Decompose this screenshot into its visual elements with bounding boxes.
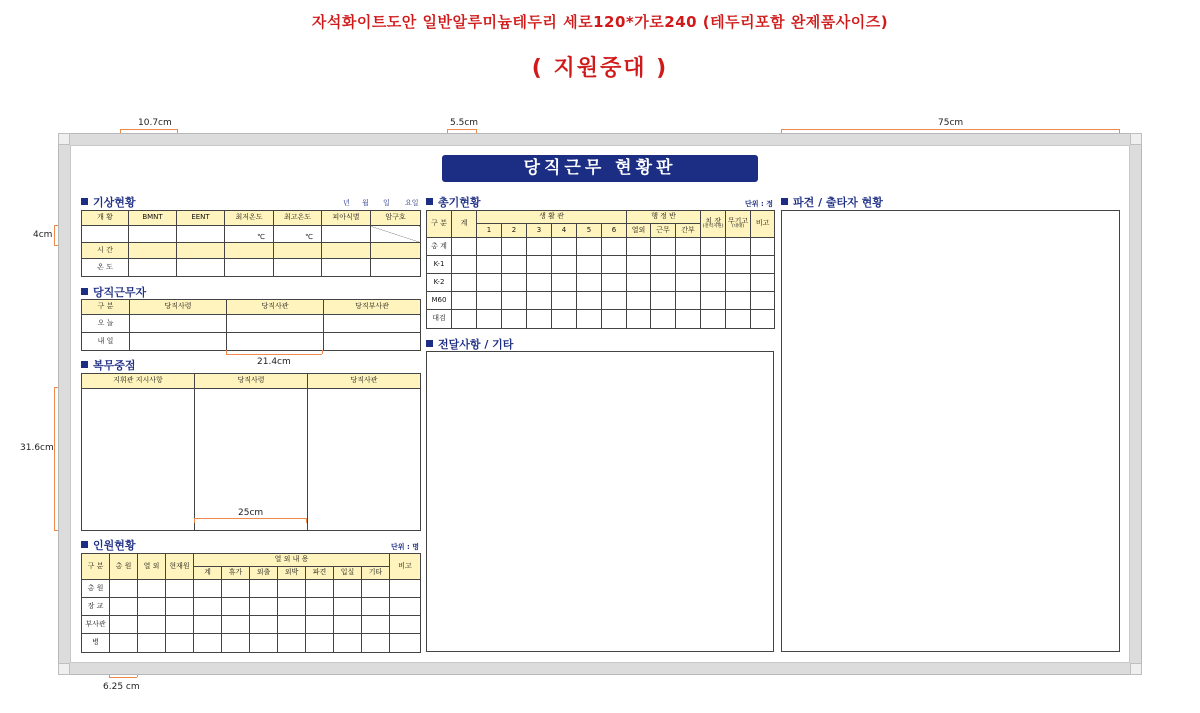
frame-corner [58,133,70,145]
table-cell [130,315,227,333]
table-header: 구 분 [82,554,110,580]
dimension-line [226,354,322,355]
table-header: 계 [452,211,477,238]
dimension-label: 4cm [33,230,53,240]
table-subheader: 근무 [651,224,676,238]
duty-table [81,299,421,351]
table-subheader: 3 [527,224,552,238]
row-label: 병 [82,634,110,653]
table-header: 최고온도 [274,211,322,226]
row-label: 대검 [427,310,452,329]
table-cell: ℃ [274,226,322,243]
table-row [82,634,421,653]
section-title-duty: 당직근무자 [81,284,146,300]
table-cell [371,243,421,259]
table-cell [227,315,324,333]
table-cell [322,226,371,243]
dimension-line [54,225,55,245]
table-cell [129,226,177,243]
table-header: 행 정 반 [627,211,701,224]
table-subheader: 외박 [278,567,306,580]
table-cell [322,243,371,259]
board-banner: 당직근무 현황판 [442,155,758,182]
table-header: 무기고 (대대) [726,211,751,238]
dimension-line [194,518,306,519]
table-header: 열 외 [138,554,166,580]
table-cell [177,259,225,277]
table-header: 총 원 [110,554,138,580]
dimension-line [120,129,177,130]
dimension-label: 6.25 cm [103,682,140,692]
section-title-personnel: 인원현황 [81,537,136,553]
table-header: BMNT [129,211,177,226]
dimension-tick [322,350,323,354]
table-header: 피아식별 [322,211,371,226]
dimension-tick [306,518,307,523]
table-cell [82,226,129,243]
table-cell [322,259,371,277]
section-title-arms: 총기현황 [426,194,481,210]
square-bullet-icon [426,340,433,347]
page-title: 자석화이트도안 일반알루미늄테두리 세로120*가로240 (테두리포함 완제품사이즈) [311,13,889,31]
table-subheader: 기타 [362,567,390,580]
personnel-table [81,553,421,653]
table-subheader: 2 [502,224,527,238]
table-row [82,580,421,598]
row-label: 총 원 [82,580,110,598]
table-cell [227,333,324,351]
notice-box [426,351,774,652]
table-row [427,256,775,274]
frame-corner [1130,133,1142,145]
dimension-line [447,129,476,130]
dimension-label: 31.6cm [20,443,54,453]
table-cell [274,243,322,259]
row-label: K-2 [427,274,452,292]
square-bullet-icon [81,288,88,295]
table-subheader: 6 [602,224,627,238]
table-row [427,292,775,310]
section-title-notice: 전달사항 / 기타 [426,336,513,352]
square-bullet-icon [426,198,433,205]
row-label: 총 계 [427,238,452,256]
square-bullet-icon [81,541,88,548]
table-subheader: 4 [552,224,577,238]
table-header: EENT [177,211,225,226]
table-cell [274,259,322,277]
table-cell [177,243,225,259]
table-header: 열 외 내 용 [194,554,390,567]
weather-table [81,210,421,277]
table-subheader: 파견 [306,567,334,580]
table-cell [324,333,421,351]
table-row [427,310,775,329]
dimension-line [781,129,1119,130]
row-label: M60 [427,292,452,310]
unit-label: 단위 : 정 [745,200,773,208]
table-cell [324,315,421,333]
square-bullet-icon [781,198,788,205]
table-subheader: 외출 [250,567,278,580]
page-subtitle: ( 지원중대 ) [531,56,669,81]
table-subheader: 입실 [334,567,362,580]
table-header: 당직부사관 [324,300,421,315]
table-cell [371,259,421,277]
table-subheader: 열외 [627,224,651,238]
table-subheader: 5 [577,224,602,238]
table-header: 당직사령 [195,374,308,389]
dimension-label: 21.4cm [257,357,291,367]
dimension-tick [194,518,195,523]
table-cell [177,226,225,243]
table-cell [225,243,274,259]
table-header: 치 장 (전력지원) [701,211,726,238]
table-cell [129,259,177,277]
table-header: 구 분 [82,300,130,315]
memo-area [82,389,195,531]
dimension-line [54,387,55,530]
square-bullet-icon [81,198,88,205]
table-header: 개 황 [82,211,129,226]
table-subheader: 계 [194,567,222,580]
memo-area [308,389,421,531]
table-row [82,616,421,634]
section-title-weather: 기상현황 [81,194,136,210]
table-header: 지휘관 지시사항 [82,374,195,389]
table-header: 당직사령 [130,300,227,315]
section-title-dispatch: 파견 / 출타자 현황 [781,194,883,210]
table-header: 생 활 관 [477,211,627,224]
section-title-memo: 복무중점 [81,357,136,373]
table-row [427,238,775,256]
table-row [427,274,775,292]
table-subheader: 1 [477,224,502,238]
dispatch-box [781,210,1120,652]
row-label: 오 늘 [82,315,130,333]
dimension-line [109,677,137,678]
table-cell [225,259,274,277]
arms-table [426,210,775,329]
table-cell-diagonal [371,226,421,243]
table-header: 최저온도 [225,211,274,226]
table-header: 암구호 [371,211,421,226]
dimension-label: 5.5cm [450,118,479,128]
table-header: 당직사관 [227,300,324,315]
table-header: 당직사관 [308,374,421,389]
table-subheader: 간부 [676,224,701,238]
row-label: 장 교 [82,598,110,616]
table-header: 비고 [751,211,775,238]
dimension-label: 75cm [938,118,964,128]
table-cell [129,243,177,259]
dimension-label: 10.7cm [138,118,172,128]
square-bullet-icon [81,361,88,368]
unit-label: 단위 : 명 [391,543,419,551]
frame-corner [58,663,70,675]
table-header: 구 분 [427,211,452,238]
frame-corner [1130,663,1142,675]
row-label: 내 일 [82,333,130,351]
table-subheader: 휴가 [222,567,250,580]
row-label: 시 간 [82,243,129,259]
table-header: 현재원 [166,554,194,580]
table-header: 비고 [390,554,421,580]
table-row [82,598,421,616]
row-label: 부사관 [82,616,110,634]
table-cell: ℃ [225,226,274,243]
dimension-label: 25cm [238,508,264,518]
row-label: K-1 [427,256,452,274]
table-cell [130,333,227,351]
row-label: 온 도 [82,259,129,277]
